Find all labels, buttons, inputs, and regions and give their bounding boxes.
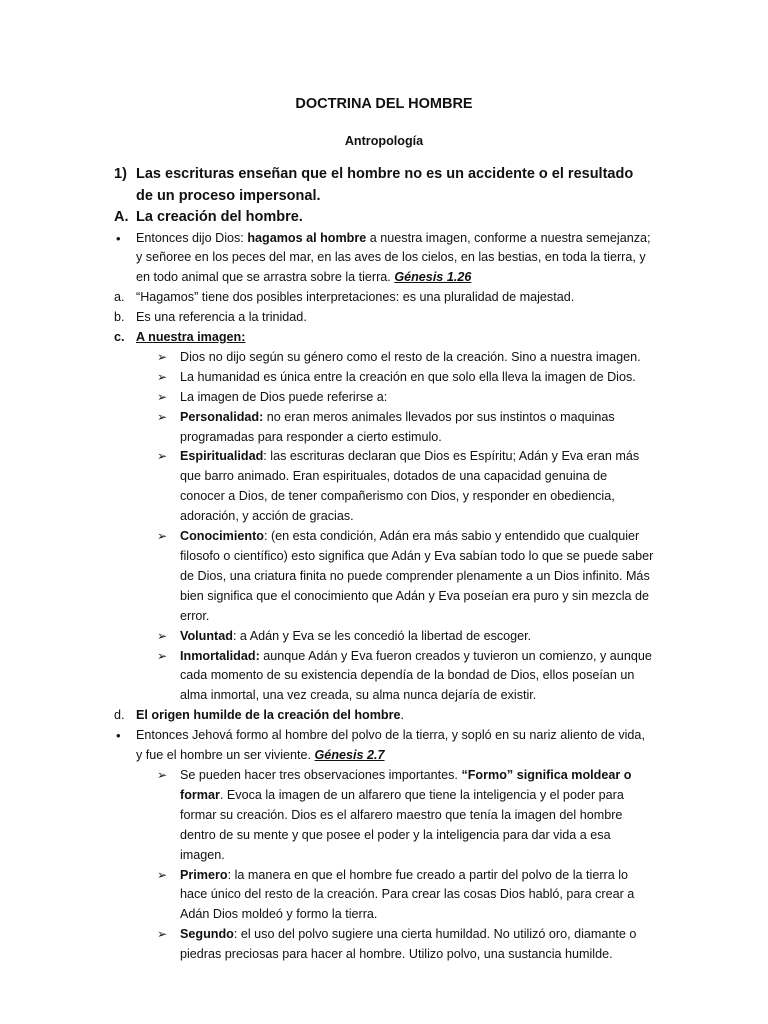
arrow-bullet-icon: ➢: [157, 449, 168, 464]
sub-item: [114, 348, 654, 368]
term: Conocimiento: [180, 529, 264, 544]
scripture-reference: Génesis 1.26: [394, 270, 472, 285]
sub-item-text: La humanidad es única entre la creación en que solo ella lleva la imagen de Dios.: [180, 369, 636, 384]
sub-item-text-bold: “Formo” significa moldear o formar: [180, 767, 632, 802]
list-item-b-text: Es una referencia a la trinidad.: [136, 310, 307, 325]
arrow-bullet-icon: ➢: [157, 389, 168, 404]
term: Voluntad: [180, 628, 233, 643]
arrow-bullet-icon: ➢: [157, 409, 168, 424]
term: Segundo: [180, 927, 234, 942]
bullet-text-pre: Entonces dijo Dios:: [136, 230, 248, 245]
sub-item-personalidad: [114, 408, 654, 448]
sub-item-text-pre: Se pueden hacer tres observaciones importantes.: [180, 767, 462, 782]
sub-item-text: Dios no dijo según su género como el resto de la creación. Sino a nuestra imagen.: [180, 349, 641, 364]
sub-item-text: : la manera en que el hombre fue creado a partir del polvo de la tierra lo hace único del resto de la creación. Para crear las cosas Dios habló, para crear a Adán Dios moldeó y formo la tierra.: [180, 867, 635, 922]
arrow-bullet-icon: ➢: [157, 529, 168, 544]
sub-item-espiritualidad: [114, 447, 654, 527]
bullet-item-genesis-27: [114, 726, 654, 766]
list-item-d-bold: El origen humilde de la creación del hombre: [136, 708, 401, 723]
arrow-bullet-icon: ➢: [157, 648, 168, 663]
scripture-reference: Génesis 2.7: [314, 748, 385, 763]
list-item-d-post: .: [400, 708, 405, 723]
sub-item: [114, 368, 654, 388]
term: Primero: [180, 867, 228, 882]
arrow-bullet-icon: ➢: [157, 628, 168, 643]
list-marker-a: a.: [114, 290, 125, 305]
term: Inmortalidad:: [180, 648, 260, 663]
arrow-bullet-icon: ➢: [157, 867, 168, 882]
bullet-text: Entonces Jehová formo al hombre del polvo de la tierra, y sopló en su nariz aliento de vida, y fue el hombre un ser viviente.: [136, 728, 645, 763]
sub-item-text: : el uso del polvo sugiere una cierta humildad. No utilizó oro, diamante o piedras preciosas para hacer al hombre. Utilizo polvo, una sustancia humilde.: [180, 927, 637, 962]
sub-item-text: : (en esta condición, Adán era más sabio y entendido que cualquier filosofo o científico) esto significa que Adán y Eva sabían todo lo que se puede saber de Dios, una criatura finita no puede comprender plenamente a un Dios infinito. Más bien significa que el conocimiento que Adán y Eva poseían era puro y sin mezcla de error.: [180, 529, 654, 623]
list-marker-b: b.: [114, 310, 125, 325]
sub-item-text-post: . Evoca la imagen de un alfarero que tiene la inteligencia y el poder para formar su creación. Dios es el alfarero maestro que tenía la imagen del hombre dentro de su mente y que posee el poder y la inteligencia para dar vida a esa imagen.: [180, 787, 624, 862]
term: Personalidad:: [180, 409, 264, 424]
heading-a-marker: A.: [114, 209, 129, 225]
page-title: DOCTRINA DEL HOMBRE: [295, 96, 473, 112]
bullet-text-bold: hagamos al hombre: [247, 230, 367, 245]
bullet-item-genesis-126: [114, 229, 654, 289]
document-body: [114, 164, 654, 965]
page-subtitle: Antropología: [344, 134, 424, 148]
sub-item-text: no eran meros animales llevados por sus instintos o maquinas programadas para responder a cierto estimulo.: [180, 409, 615, 444]
sub-item-voluntad: [114, 627, 654, 647]
sub-item-text: : las escrituras declaran que Dios es Espíritu; Adán y Eva eran más que barro animado. Eran espirituales, dotados de una capacidad genuina de conocer a Dios, de tener compañerismo con Dios, y responder en obediencia, adoración, y acción de gracias.: [180, 449, 640, 524]
list-item-d: [114, 706, 654, 726]
sub-item-inmortalidad: [114, 647, 654, 707]
heading-a-text: La creación del hombre.: [136, 209, 303, 225]
sub-item-conocimiento: [114, 527, 654, 627]
list-marker-d: d.: [114, 708, 125, 723]
sub-item-segundo: [114, 925, 654, 965]
arrow-bullet-icon: ➢: [157, 927, 168, 942]
term: Espiritualidad: [180, 449, 264, 464]
arrow-bullet-icon: ➢: [157, 767, 168, 782]
list-item-c-text: A nuestra imagen:: [136, 330, 246, 345]
sub-item-text: La imagen de Dios puede referirse a:: [180, 389, 388, 404]
list-item-a: [114, 288, 654, 308]
list-item-c: [114, 328, 654, 348]
sub-item-primero: [114, 866, 654, 926]
list-marker-c: c.: [114, 330, 125, 345]
bullet-text-post: a nuestra imagen, conforme a nuestra semejanza; y señoree en los peces del mar, en las aves de los cielos, en las bestias, en toda la tierra, y en todo animal que se arrastra sobre la tierra.: [136, 230, 651, 285]
heading-1: [114, 164, 654, 207]
arrow-bullet-icon: ➢: [157, 369, 168, 384]
list-item-a-text: “Hagamos” tiene dos posibles interpretaciones: es una pluralidad de majestad.: [136, 290, 575, 305]
heading-1-text: Las escrituras enseñan que el hombre no es un accidente o el resultado de un proceso impersonal.: [136, 166, 634, 204]
list-item-b: [114, 308, 654, 328]
bullet-icon: •: [116, 728, 121, 744]
heading-a: [114, 207, 654, 229]
arrow-bullet-icon: ➢: [157, 349, 168, 364]
sub-item-text: : a Adán y Eva se les concedió la libertad de escoger.: [232, 628, 532, 643]
sub-item: [114, 388, 654, 408]
heading-1-marker: 1): [114, 166, 127, 182]
sub-item-text: aunque Adán y Eva fueron creados y tuvieron un comienzo, y aunque cada momento de su existencia dependía de la bondad de Dios, ellos poseían un alma inmortal, una vez creada, su alma nunca dejaría de existir.: [180, 648, 652, 703]
sub-item-formo: [114, 766, 654, 866]
bullet-icon: •: [116, 230, 121, 246]
